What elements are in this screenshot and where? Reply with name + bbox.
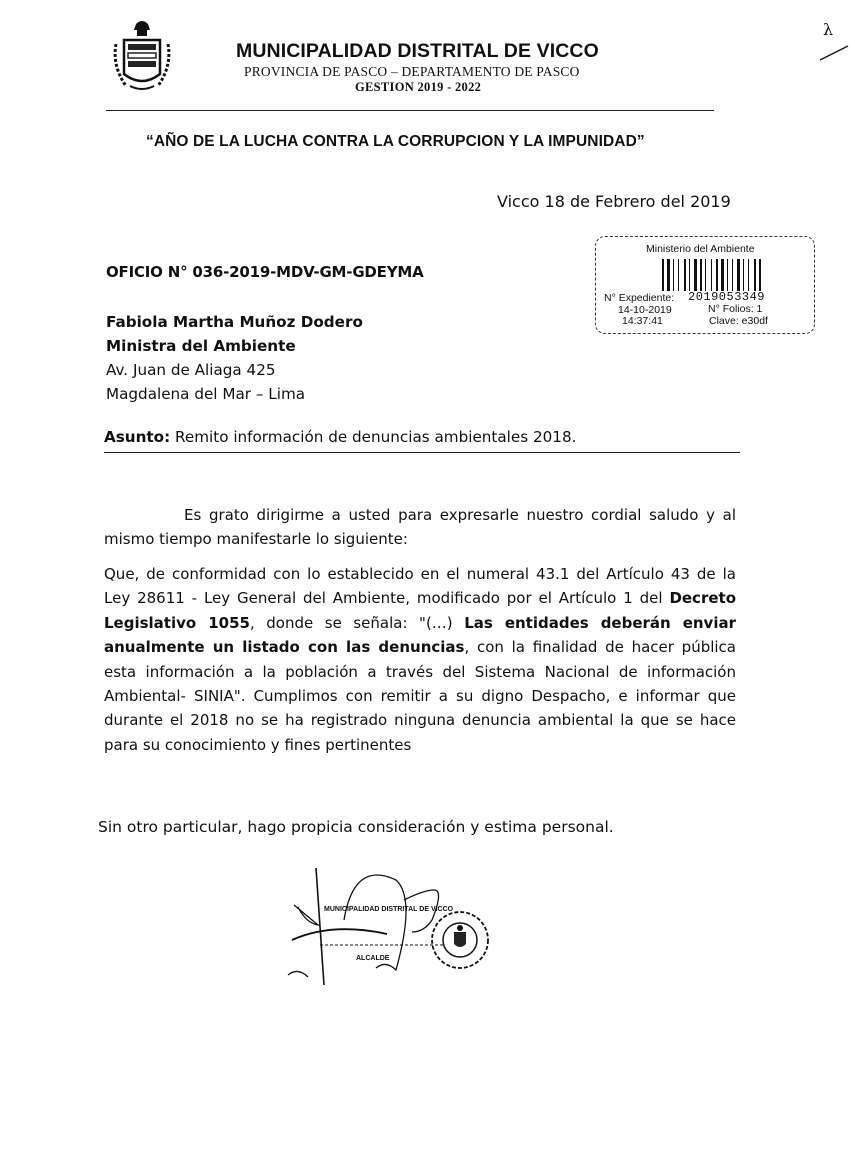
subject-divider xyxy=(104,452,740,453)
barcode-bar xyxy=(721,259,724,291)
barcode-bar xyxy=(716,259,718,291)
body-paragraph-1: Es grato dirigirme a usted para expresarle nuestro cordial saludo y al mismo tiempo manifestarle lo siguiente: xyxy=(104,506,736,549)
handwritten-mark xyxy=(818,14,848,64)
stamp-time: 14:37:41 xyxy=(622,315,663,327)
signature-stamp-line2: ALCALDE xyxy=(356,955,390,962)
barcode-bar xyxy=(667,259,670,291)
barcode-bar xyxy=(700,259,702,291)
stamp-clave: Clave: e30df xyxy=(709,315,768,327)
barcode-bar xyxy=(754,259,756,291)
subject-text: Remito información de denuncias ambientales 2018. xyxy=(170,428,577,446)
barcode-bar xyxy=(711,259,712,291)
paragraph-2-bold-a: Decreto Legislativo 1055 xyxy=(104,589,736,632)
recipient-address-line1: Av. Juan de Aliaga 425 xyxy=(106,361,276,379)
stamp-expediente-number: 2019053349 xyxy=(688,290,766,304)
barcode-bar xyxy=(727,259,728,291)
paragraph-2-text-a: Que, de conformidad con lo establecido en el numeral 43.1 del Artículo 43 de la Ley 28611 - Ley General del Ambiente, modificado por el Artículo 1 del xyxy=(104,565,736,608)
paragraph-2-text-b: , donde se señala: "(…) xyxy=(249,613,465,632)
signature-stamp-line1: MUNICIPALIDAD DISTRITAL DE VICCO xyxy=(324,906,454,913)
term-line: GESTION 2019 - 2022 xyxy=(355,80,482,94)
province-line: PROVINCIA DE PASCO – DEPARTAMENTO DE PASCO xyxy=(244,64,580,79)
body-paragraph-2 xyxy=(104,562,736,757)
date-line: Vicco 18 de Febrero del 2019 xyxy=(497,192,731,211)
stamp-expediente-label: N° Expediente: xyxy=(604,292,675,304)
closing-line: Sin otro particular, hago propicia consideración y estima personal. xyxy=(98,818,614,836)
barcode-bar xyxy=(694,259,697,291)
paragraph-2-text-c: , con la finalidad de hacer pública esta información a la población a través del Sistema Nacional de información Ambiental- SINIA". Cumplimos con remitir a su digno Despacho, e informar que durante el 2018 no se ha registrado ninguna denuncia ambiental la que se hace para su conocimiento y fines pertinentes xyxy=(104,638,736,754)
barcode-bar xyxy=(743,259,744,291)
year-motto: “AÑO DE LA LUCHA CONTRA LA CORRUPCION Y LA IMPUNIDAD” xyxy=(146,133,645,150)
institution-name: MUNICIPALIDAD DISTRITAL DE VICCO xyxy=(236,40,599,62)
stamp-ministry: Ministerio del Ambiente xyxy=(646,243,755,255)
municipal-seal-icon xyxy=(430,910,490,970)
stamp-folios: N° Folios: 1 xyxy=(708,303,763,315)
reception-stamp xyxy=(595,236,815,334)
handwritten-mark-glyph: λ xyxy=(823,20,834,39)
barcode-bar xyxy=(684,259,686,291)
recipient-block xyxy=(106,310,363,406)
barcode-bar xyxy=(759,259,761,291)
barcode-bar xyxy=(662,259,664,291)
paragraph-2-bold-b: Las entidades deberán enviar anualmente un listado con las denuncias xyxy=(104,613,736,657)
barcode-bar xyxy=(678,259,679,291)
recipient-name: Fabiola Martha Muñoz Dodero xyxy=(106,313,363,331)
barcode-bar xyxy=(748,259,749,291)
barcode-bar xyxy=(705,259,706,291)
subject-label: Asunto: xyxy=(104,428,171,446)
subject-line xyxy=(104,428,576,446)
barcode-bar xyxy=(673,259,674,291)
barcode-icon xyxy=(662,259,798,291)
document-reference: OFICIO N° 036-2019-MDV-GM-GDEYMA xyxy=(106,263,424,281)
recipient-position: Ministra del Ambiente xyxy=(106,337,296,355)
stamp-date: 14-10-2019 xyxy=(618,304,672,316)
municipal-crest-icon xyxy=(110,18,174,98)
barcode-bar xyxy=(737,259,740,291)
header-divider xyxy=(106,110,714,111)
signature-block xyxy=(284,860,504,990)
barcode-bar xyxy=(689,259,690,291)
barcode-bar xyxy=(732,259,733,291)
recipient-address-line2: Magdalena del Mar – Lima xyxy=(106,385,306,403)
